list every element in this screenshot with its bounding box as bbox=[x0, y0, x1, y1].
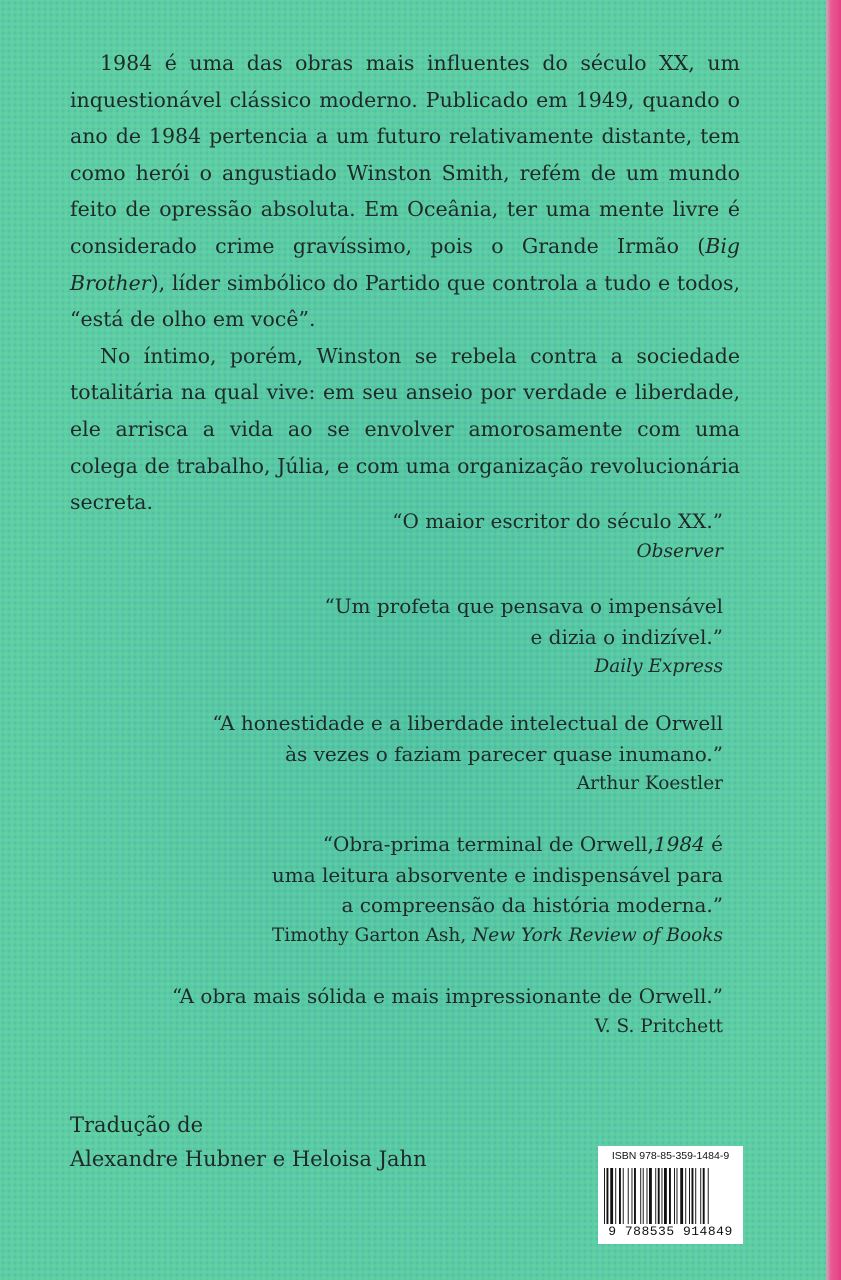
barcode-bar bbox=[677, 1168, 678, 1224]
blurb-source: Observer bbox=[636, 540, 723, 562]
barcode-bar bbox=[708, 1168, 709, 1224]
synopsis-text: 1984 é uma das obras mais influentes do século XX, um inquestionável clássico moderno. Publicado em 1949, quando o ano de 1984 pertencia a um futuro relativamente distante, tem como herói o angustiado Winston Smith, refém de um mundo feito de opressão absoluta. Em Oceânia, ter uma mente livre é considerado crime gravíssimo, pois o Grande Irmão ( bbox=[70, 51, 740, 258]
barcode-bar bbox=[628, 1168, 629, 1224]
barcode-bar bbox=[619, 1168, 621, 1224]
blurb-text-part: é bbox=[704, 832, 723, 856]
barcode-bar bbox=[692, 1168, 694, 1224]
blurb-text: “Um profeta que pensava o impensável bbox=[324, 594, 723, 618]
synopsis-paragraph-2: No íntimo, porém, Winston se rebela contra a sociedade totalitária na qual vive: em seu anseio por verdade e liberdade, ele arrisca a vida ao se envolver amorosamente com uma colega de trabalho, Júlia, e com uma organização revolucionária secreta. bbox=[70, 343, 740, 515]
barcode-bar bbox=[604, 1168, 605, 1224]
barcode-bar bbox=[640, 1168, 641, 1224]
blurb-text: “A obra mais sólida e mais impressionante de Orwell.” bbox=[171, 984, 723, 1008]
barcode-bar bbox=[674, 1168, 675, 1224]
barcode-bar bbox=[643, 1168, 644, 1224]
barcode-bar bbox=[647, 1168, 648, 1224]
synopsis-emphasis: Big Brother bbox=[70, 233, 740, 295]
blurb-source-author: Timothy Garton Ash, bbox=[271, 924, 473, 946]
barcode-bar bbox=[607, 1168, 609, 1224]
barcode-bar bbox=[649, 1168, 652, 1224]
barcode-bar bbox=[634, 1168, 636, 1224]
barcode-bar bbox=[664, 1168, 667, 1224]
blurb-text: a compreensão da história moderna.” bbox=[341, 893, 723, 917]
blurb-source: V. S. Pritchett bbox=[594, 1015, 723, 1037]
barcode-bar bbox=[680, 1168, 683, 1224]
blurb-text: às vezes o faziam parecer quase inumano.” bbox=[285, 741, 723, 766]
credit-label: Tradução de bbox=[70, 1113, 204, 1137]
blurb-text: “A honestidade e a liberdade intelectual de Orwell bbox=[212, 711, 723, 735]
barcode-bar bbox=[689, 1168, 690, 1224]
barcode-bars bbox=[604, 1168, 737, 1224]
synopsis bbox=[70, 45, 740, 521]
spine-edge bbox=[826, 0, 841, 1280]
barcode-bar bbox=[685, 1168, 686, 1224]
barcode-bar bbox=[662, 1168, 663, 1224]
blurb-emphasis: 1984 bbox=[653, 832, 705, 856]
blurb-text: e dizia o indizível.” bbox=[530, 624, 723, 649]
blurb-text: “O maior escritor do século XX.” bbox=[392, 509, 723, 533]
barcode-digits: 9 788535 914849 bbox=[608, 1224, 733, 1239]
blurb-text: uma leitura absorvente e indispensável para bbox=[271, 862, 723, 887]
blurb-observer bbox=[392, 506, 723, 567]
blurb-source: Arthur Koestler bbox=[576, 773, 723, 794]
isbn-label: ISBN 978-85-359-1484-9 bbox=[611, 1150, 730, 1162]
blurb-daily-express bbox=[324, 591, 723, 683]
barcode bbox=[598, 1146, 743, 1244]
blurb-koestler bbox=[212, 708, 723, 800]
barcode-bar bbox=[669, 1168, 671, 1224]
barcode-bar bbox=[610, 1168, 613, 1224]
blurb-text bbox=[272, 829, 723, 860]
synopsis-paragraph-1 bbox=[70, 45, 740, 338]
barcode-bar bbox=[695, 1168, 696, 1224]
blurb-pritchett bbox=[172, 981, 723, 1042]
blurb-text-part: “Obra-prima terminal de Orwell, bbox=[322, 832, 654, 856]
credit-names: Alexandre Hubner e Heloisa Jahn bbox=[70, 1147, 427, 1171]
blurb-garton-ash bbox=[272, 829, 723, 951]
synopsis-text: ), líder simbólico do Partido que controla a tudo e todos, “está de olho em você”. bbox=[70, 270, 740, 332]
barcode-bar bbox=[632, 1168, 633, 1224]
blurb-source: Daily Express bbox=[594, 656, 723, 677]
translation-credit bbox=[70, 1108, 427, 1176]
barcode-bar bbox=[658, 1168, 660, 1224]
barcode-bar bbox=[615, 1168, 616, 1224]
barcode-bar bbox=[703, 1168, 705, 1224]
barcode-bar bbox=[700, 1168, 701, 1224]
barcode-bar bbox=[623, 1168, 624, 1224]
blurb-source-publication: New York Review of Books bbox=[472, 924, 723, 946]
barcode-bar bbox=[655, 1168, 656, 1224]
blurb-source bbox=[272, 921, 723, 952]
